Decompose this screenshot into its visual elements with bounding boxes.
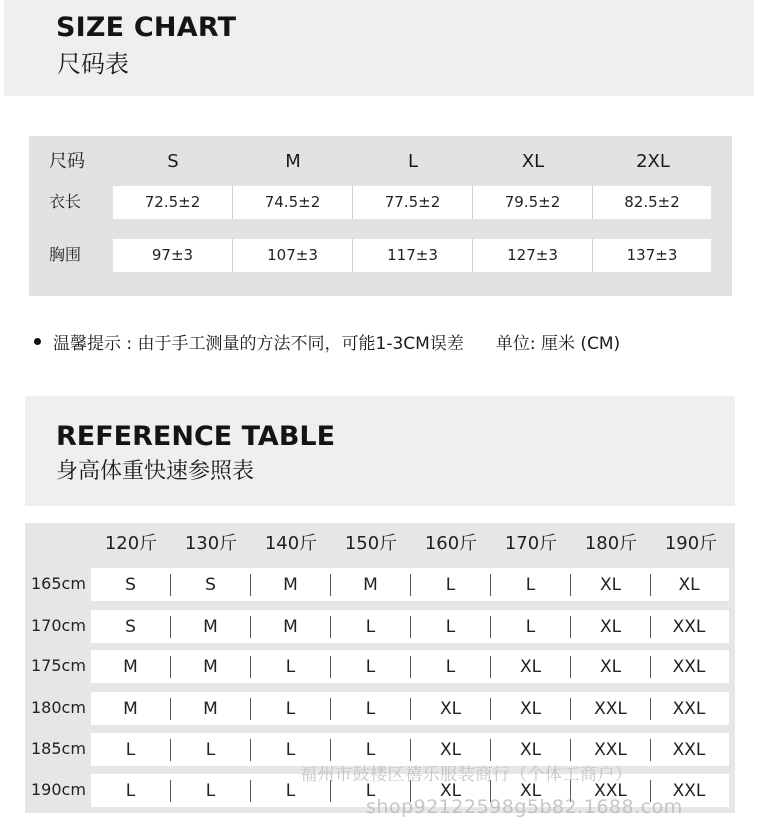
- height-label: 190cm: [31, 780, 86, 799]
- size-cell: M: [91, 698, 171, 720]
- height-label: 175cm: [31, 656, 86, 675]
- size-cell: XXL: [672, 656, 706, 677]
- measurement-note: [34, 328, 620, 354]
- height-label: 180cm: [31, 698, 86, 717]
- size-corner-label: 尺码: [49, 151, 85, 172]
- size-cell: M: [251, 574, 331, 596]
- size-cell: L: [251, 656, 331, 678]
- size-row-chest: [113, 239, 711, 272]
- size-cell: XXL: [672, 616, 706, 637]
- size-cell: 77.5±2: [353, 186, 473, 219]
- size-cell: XXL: [571, 780, 651, 802]
- size-cell: 79.5±2: [473, 186, 593, 219]
- size-cell: XL: [411, 739, 491, 761]
- size-cell: XL: [491, 739, 571, 761]
- size-cell: S: [91, 574, 171, 596]
- size-cell: M: [171, 698, 251, 720]
- size-cell: L: [331, 739, 411, 761]
- size-cell: L: [171, 780, 251, 802]
- height-label: 185cm: [31, 739, 86, 758]
- height-label: 165cm: [31, 574, 86, 593]
- size-cell: 72.5±2: [113, 186, 233, 219]
- size-cell: 137±3: [626, 246, 678, 264]
- weight-header: 130斤: [184, 533, 238, 554]
- size-cell: L: [331, 616, 411, 638]
- reference-table-subtitle: 身高体重快速参照表: [56, 459, 255, 484]
- shop-url-watermark: shop92122598g5b82.1688.com: [366, 796, 683, 818]
- size-cell: 74.5±2: [233, 186, 353, 219]
- size-row-length: [113, 186, 711, 219]
- size-cell: L: [331, 780, 411, 802]
- size-cell: L: [331, 656, 411, 678]
- size-cell: 97±3: [113, 239, 233, 272]
- reference-row: [91, 692, 729, 725]
- size-cell: L: [251, 780, 331, 802]
- unit-text: 单位: 厘米 (CM): [495, 333, 621, 354]
- size-cell: XXL: [672, 698, 706, 719]
- shop-watermark: 福州市鼓楼区禧乐服装商行（个体工商户）: [300, 765, 633, 785]
- size-cell: S: [171, 574, 251, 596]
- size-cell: L: [411, 574, 491, 596]
- size-cell: L: [91, 739, 171, 761]
- size-cell: XXL: [672, 739, 706, 760]
- size-chart-title: SIZE CHART: [56, 12, 237, 43]
- size-chart-table: [29, 136, 732, 296]
- reference-row: [91, 650, 729, 683]
- size-cell: M: [171, 656, 251, 678]
- size-cell: XL: [678, 574, 700, 595]
- size-cell: M: [91, 656, 171, 678]
- size-cell: 127±3: [473, 239, 593, 272]
- weight-header: 150斤: [344, 533, 398, 554]
- size-cell: S: [91, 616, 171, 638]
- size-row-label-length: 衣长: [49, 192, 82, 211]
- weight-header: 120斤: [104, 533, 158, 554]
- size-cell: L: [251, 739, 331, 761]
- reference-row: [91, 568, 729, 601]
- size-cell: XL: [491, 780, 571, 802]
- reference-table-title: REFERENCE TABLE: [56, 421, 336, 452]
- size-cell: L: [171, 739, 251, 761]
- weight-header: 190斤: [664, 533, 718, 554]
- size-cell: L: [331, 698, 411, 720]
- size-header-xl: XL: [521, 151, 545, 172]
- weight-header: 140斤: [264, 533, 318, 554]
- weight-header: 170斤: [504, 533, 558, 554]
- height-label: 170cm: [31, 616, 86, 635]
- size-cell: XXL: [672, 780, 706, 801]
- weight-header: 160斤: [424, 533, 478, 554]
- size-row-label-chest: 胸围: [49, 245, 82, 264]
- size-header-l: L: [407, 151, 419, 172]
- size-cell: 82.5±2: [624, 193, 680, 211]
- size-cell: XL: [571, 656, 651, 678]
- size-chart-header: [4, 0, 754, 96]
- size-cell: XL: [491, 698, 571, 720]
- size-header-s: S: [167, 151, 179, 172]
- size-cell: M: [331, 574, 411, 596]
- size-header-m: M: [285, 151, 301, 172]
- reference-row: [91, 610, 729, 643]
- size-cell: L: [411, 616, 491, 638]
- size-header-2xl: 2XL: [636, 151, 670, 172]
- size-cell: L: [91, 780, 171, 802]
- size-cell: 117±3: [353, 239, 473, 272]
- size-cell: L: [491, 574, 571, 596]
- size-cell: XL: [571, 574, 651, 596]
- bullet-icon: [34, 338, 41, 345]
- size-cell: M: [251, 616, 331, 638]
- size-cell: XL: [411, 698, 491, 720]
- size-cell: XL: [571, 616, 651, 638]
- size-cell: M: [171, 616, 251, 638]
- note-text: 温馨提示 : 由于手工测量的方法不同，可能1-3CM误差: [53, 333, 464, 354]
- size-cell: L: [411, 656, 491, 678]
- size-cell: XXL: [571, 698, 651, 720]
- weight-header: 180斤: [584, 533, 638, 554]
- size-cell: XXL: [571, 739, 651, 761]
- size-cell: XL: [491, 656, 571, 678]
- size-cell: L: [491, 616, 571, 638]
- size-cell: L: [251, 698, 331, 720]
- reference-table-header: [25, 396, 735, 506]
- size-chart-subtitle: 尺码表: [57, 50, 129, 78]
- size-cell: 107±3: [233, 239, 353, 272]
- size-cell: XL: [411, 780, 491, 802]
